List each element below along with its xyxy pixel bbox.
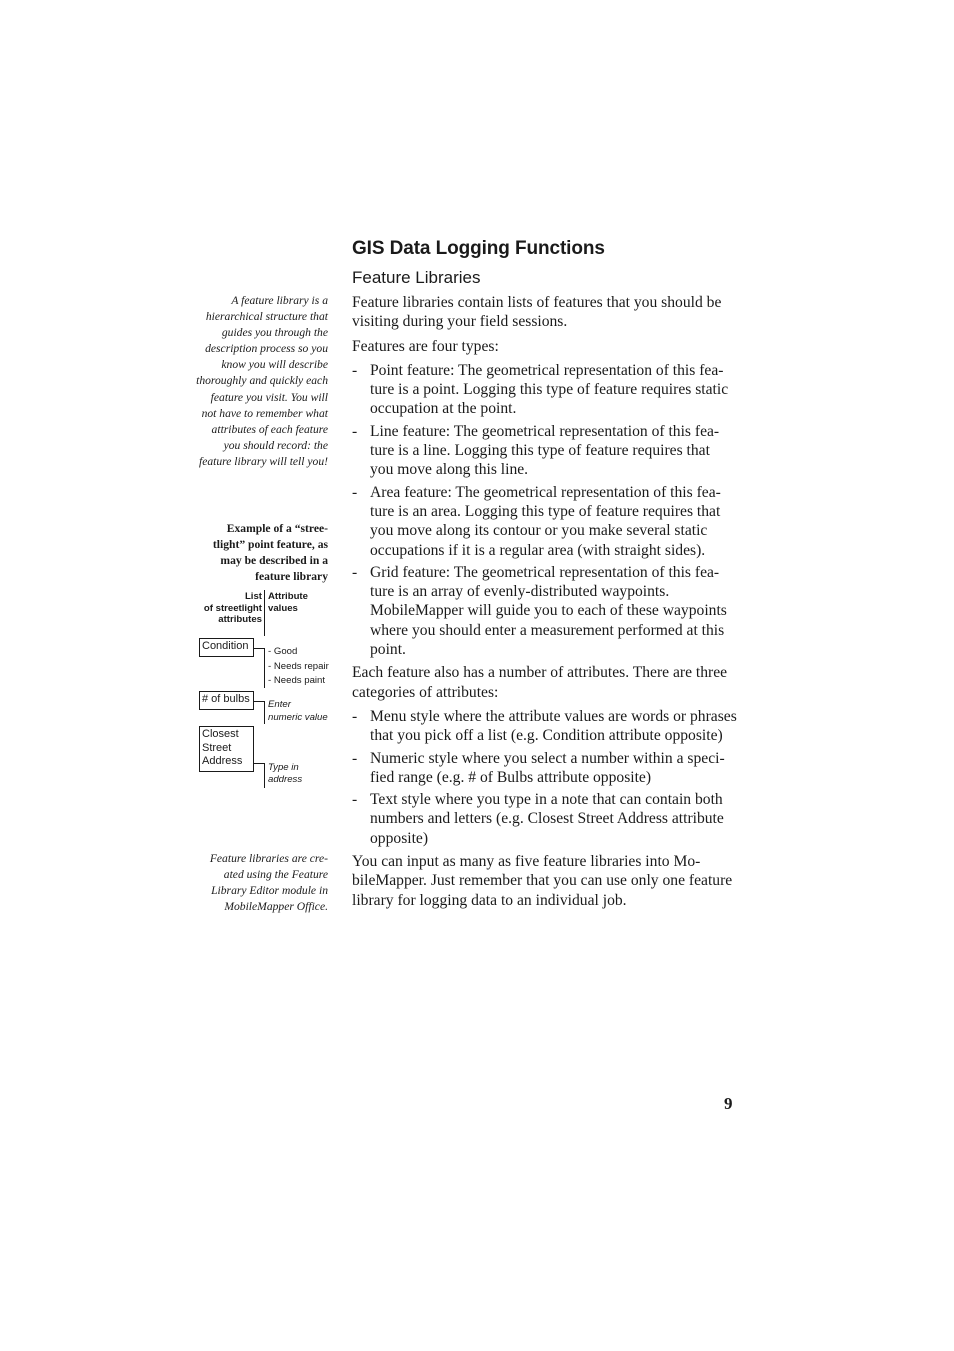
side-note-editor: Feature libraries are cre- ated using the Feature Library Editor module in MobileMapper Office. — [209, 852, 328, 914]
diagram-caption: Example of a “stree- tlight” point feature, as may be described in a feature library — [212, 522, 328, 584]
attribute-value: numeric value — [268, 712, 328, 723]
attribute-name-line: Closest — [202, 728, 239, 740]
attribute-category-list — [352, 707, 737, 848]
feature-type-list — [352, 361, 737, 659]
list-item-text: Numeric style where you select a number within a speci- fied range (e.g. # of Bulbs attribute opposite) — [370, 749, 725, 786]
list-item — [352, 563, 737, 659]
right-header-line: Attribute — [268, 591, 308, 602]
list-marker: - — [352, 422, 358, 440]
list-item — [352, 361, 737, 419]
left-header-line: List — [244, 591, 262, 602]
connector — [254, 763, 264, 764]
list-item-text: Grid feature: The geometrical representation of this fea- ture is an array of evenly-distributed waypoints. MobileMapper will guide you to each of these waypoints where you should enter a measurement performed at this point. — [370, 563, 727, 659]
attribute-box-condition — [199, 638, 254, 657]
connector — [254, 648, 264, 649]
list-item — [352, 483, 737, 560]
list-item-text: Line feature: The geometrical representation of this fea- ture is a line. Logging this type of feature requires that you move along this line. — [370, 422, 720, 479]
list-marker: - — [352, 707, 358, 725]
paragraph: Each feature also has a number of attributes. There are three categories of attributes: — [352, 664, 728, 701]
list-item — [352, 749, 737, 788]
connector — [264, 701, 265, 724]
attribute-box-bulbs — [199, 691, 254, 710]
list-item-text: Point feature: The geometrical representation of this fea- ture is a point. Logging this type of feature requires static occupation at the point. — [370, 361, 729, 418]
diagram-left-header — [190, 591, 262, 626]
attribute-name: # of bulbs — [202, 693, 250, 705]
attribute-value: Enter — [268, 699, 291, 710]
paragraph: You can input as many as five feature libraries into Mo- bileMapper. Just remember that you can use only one feature library for logging data to an individual job. — [352, 853, 733, 909]
list-item — [352, 422, 737, 480]
list-marker: - — [352, 361, 358, 379]
side-note-feature-library: A feature library is a hierarchical structure that guides you through the description process so you know you will describe thoroughly and quickly each feature you visit. You will not have to remember what attributes of each feature you should record: the feature library will tell you! — [196, 294, 328, 468]
left-header-line: attributes — [218, 614, 262, 625]
attribute-name: Condition — [202, 640, 249, 652]
subsection-title: Feature Libraries — [352, 268, 481, 287]
connector — [264, 763, 265, 788]
connector — [254, 701, 264, 702]
diagram-right-header — [268, 591, 308, 614]
right-header-line: values — [268, 602, 298, 614]
page-number: 9 — [724, 1094, 733, 1113]
list-item-text: Menu style where the attribute values are words or phrases that you pick off a list (e.g. Condition attribute opposite) — [370, 707, 737, 745]
list-marker: - — [352, 791, 358, 809]
attribute-value: - Needs paint — [268, 675, 326, 687]
list-item-text: Text style where you type in a note that can contain both numbers and letters (e.g. Closest Street Address attribute opposite) — [370, 791, 724, 847]
list-item — [352, 707, 737, 746]
attribute-values-address — [268, 762, 302, 786]
list-marker: - — [352, 483, 358, 501]
paragraph: Features are four types: — [352, 337, 499, 355]
left-header-line: of streetlight — [203, 602, 262, 614]
attribute-name-line: Street — [202, 741, 232, 754]
list-item — [352, 790, 737, 848]
list-marker: - — [352, 749, 358, 767]
attribute-value: Type in — [268, 762, 299, 773]
paragraph: Feature libraries contain lists of features that you should be visiting during your field sessions. — [352, 294, 722, 331]
attribute-values-condition — [268, 645, 329, 689]
attribute-name-line: Address — [202, 755, 243, 767]
list-marker: - — [352, 563, 358, 581]
attribute-value: - Needs repair — [268, 660, 329, 672]
list-item-text: Area feature: The geometrical representation of this fea- ture is an area. Logging this type of feature requires that you move along its contour or you make several static occupations if it is a regular area (with straight sides). — [370, 483, 721, 559]
main-body — [352, 293, 737, 915]
attribute-values-bulbs — [268, 698, 328, 724]
connector — [264, 648, 265, 688]
attribute-box-address — [199, 726, 254, 772]
attribute-value: - Good — [268, 646, 298, 657]
attribute-value: address — [268, 774, 303, 785]
section-title: GIS Data Logging Functions — [352, 238, 605, 259]
header-divider — [264, 590, 265, 636]
